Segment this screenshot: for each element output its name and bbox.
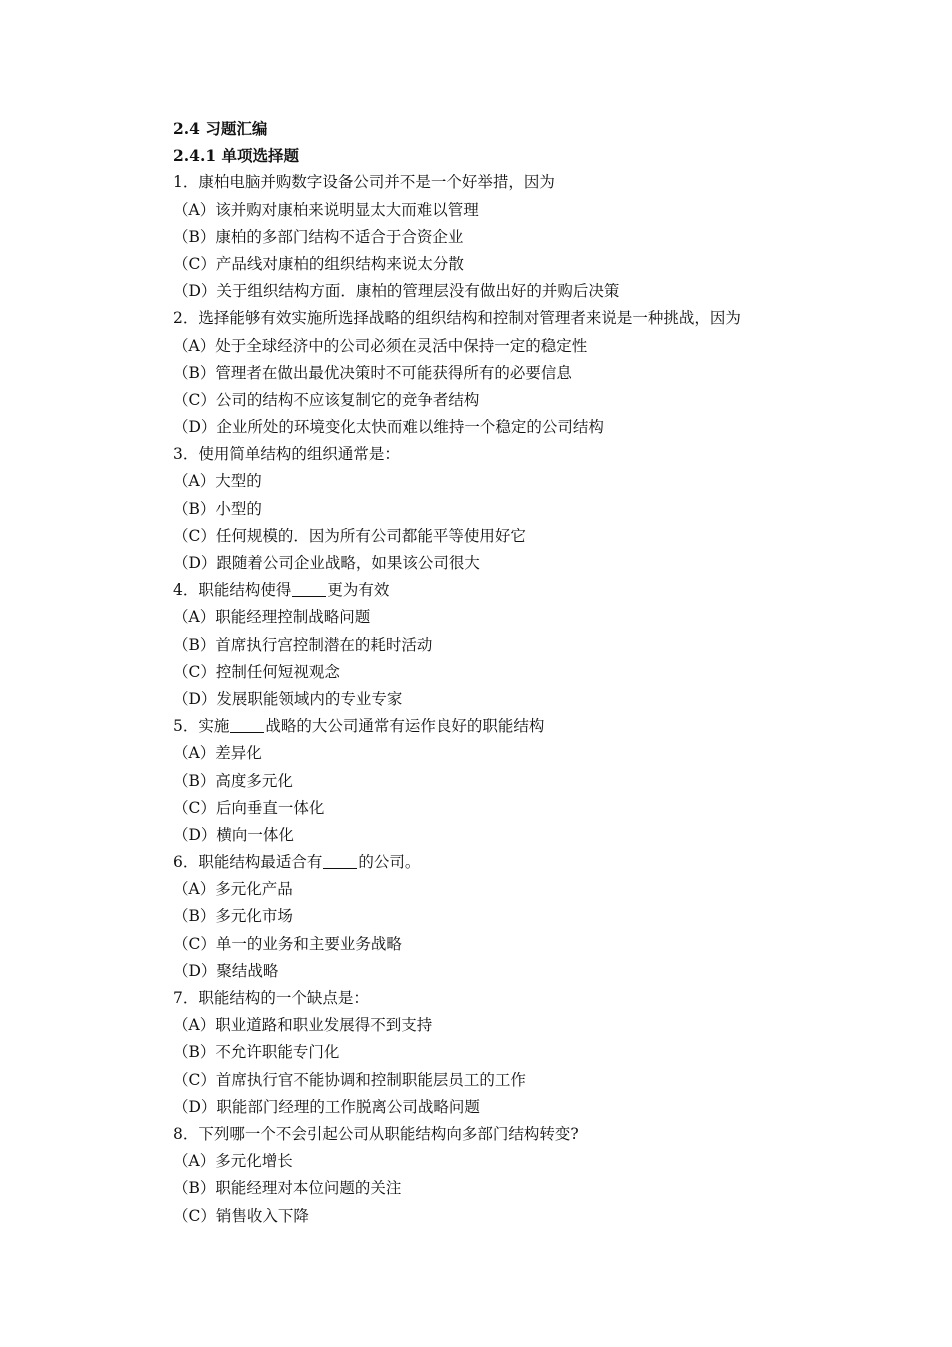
- question-block: [173, 1121, 873, 1230]
- question-block: [173, 577, 873, 713]
- option-c: （C）控制任何短视观念: [173, 662, 340, 681]
- option-b: （B）职能经理对本位问题的关注: [173, 1179, 402, 1198]
- option-d: （D）企业所处的环境变化太快而难以维持一个稳定的公司结构: [173, 418, 604, 437]
- question-block: [173, 985, 873, 1121]
- document-page: [173, 115, 873, 1230]
- option-d: （D）发展职能领域内的专业专家: [173, 689, 403, 708]
- option-a: （A）多元化产品: [173, 880, 293, 899]
- option-d: （D）聚结战略: [173, 961, 279, 980]
- option-a: （A）多元化增长: [173, 1152, 293, 1171]
- option-b: （B）康柏的多部门结构不适合于合资企业: [173, 227, 464, 246]
- question-block: [173, 305, 873, 441]
- option-c: （C）单一的业务和主要业务战略: [173, 934, 402, 953]
- question-stem: 1．康柏电脑并购数字设备公司并不是一个好举措，因为: [173, 173, 555, 192]
- question-block: [173, 713, 873, 849]
- question-stem: 6．职能结构最适合有 的公司。: [173, 853, 421, 872]
- option-a: （A）职业道路和职业发展得不到支持: [173, 1016, 433, 1035]
- question-block: [173, 441, 873, 577]
- option-d: （D）职能部门经理的工作脱离公司战略问题: [173, 1097, 480, 1116]
- answer-blank: [323, 852, 357, 869]
- question-stem: 5．实施 战略的大公司通常有运作良好的职能结构: [173, 717, 545, 736]
- question-stem: 7．职能结构的一个缺点是：: [173, 989, 369, 1007]
- question-stem: 2．选择能够有效实施所选择战略的组织结构和控制对管理者来说是一种挑战，因为: [173, 309, 741, 328]
- option-c: （C）后向垂直一体化: [173, 798, 325, 817]
- option-b: （B）首席执行宫控制潜在的耗时活动: [173, 635, 433, 654]
- section-title: 2.4 习题汇编: [173, 119, 268, 138]
- section-subtitle: 2.4.1 单项选择题: [173, 146, 300, 166]
- option-a: （A）处于全球经济中的公司必须在灵活中保持一定的稳定性: [173, 336, 588, 355]
- option-c: （C）销售收入下降: [173, 1206, 309, 1225]
- option-a: （A）职能经理控制战略问题: [173, 608, 371, 627]
- option-a: （A）差异化: [173, 744, 262, 763]
- option-c: （C）产品线对康柏的组织结构来说太分散: [173, 254, 464, 273]
- option-d: （D）跟随着公司企业战略，如果该公司很大: [173, 554, 480, 572]
- option-c: （C）公司的结构不应该复制它的竞争者结构: [173, 390, 480, 409]
- answer-blank: [292, 580, 326, 597]
- option-c: （C）任何规模的．因为所有公司都能平等使用好它: [173, 526, 526, 545]
- option-d: （D）横向一体化: [173, 825, 294, 844]
- option-a: （A）该并购对康柏来说明显太大而难以管理: [173, 200, 479, 219]
- option-b: （B）管理者在做出最优决策时不可能获得所有的必要信息: [173, 363, 572, 382]
- option-b: （B）多元化市场: [173, 907, 293, 926]
- option-d: （D）关于组织结构方面．康柏的管理层没有做出好的并购后决策: [173, 282, 620, 301]
- option-b: （B）小型的: [173, 499, 262, 518]
- question-stem: 8．下列哪一个不会引起公司从职能结构向多部门结构转变?: [173, 1124, 579, 1143]
- option-b: （B）高度多元化: [173, 771, 293, 790]
- question-block: [173, 169, 873, 305]
- option-a: （A）大型的: [173, 472, 262, 491]
- question-block: [173, 849, 873, 985]
- answer-blank: [230, 716, 264, 733]
- question-stem: 4．职能结构使得 更为有效: [173, 581, 390, 600]
- option-c: （C）首席执行官不能协调和控制职能层员工的工作: [173, 1070, 526, 1089]
- option-b: （B）不允许职能专门化: [173, 1043, 340, 1062]
- question-stem: 3．使用简单结构的组织通常是：: [173, 445, 400, 464]
